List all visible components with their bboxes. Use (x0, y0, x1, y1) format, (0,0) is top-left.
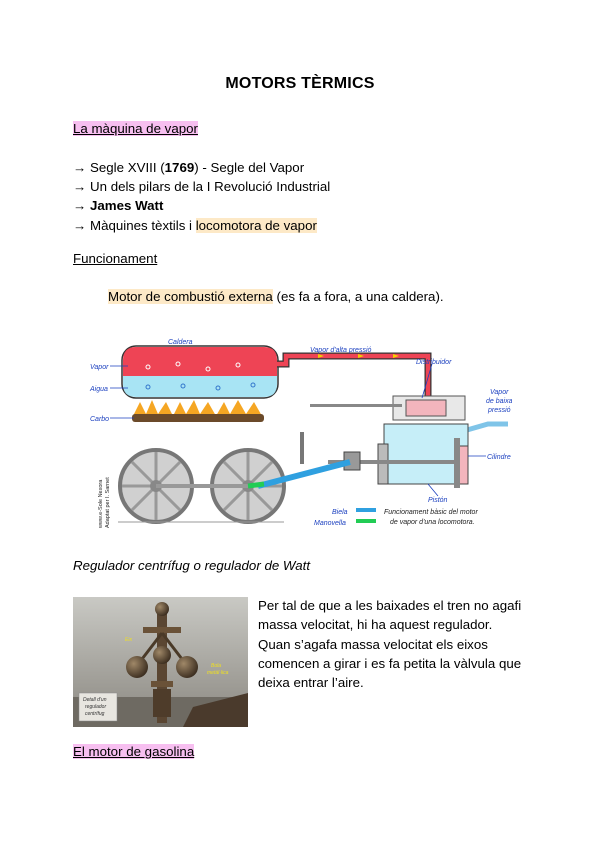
bullet-text: Segle XVIII ( (90, 160, 165, 175)
bullet-list (73, 158, 330, 235)
label-piston: Pistón (428, 497, 448, 504)
arrow-icon: → (73, 160, 87, 175)
label-vapor-baixa-3: pressió (488, 407, 511, 414)
section-heading-steam-machine (73, 121, 198, 136)
label-aigua: Aigua (90, 386, 108, 393)
label-vapor-baixa-1: Vapor (490, 389, 509, 396)
bullet-item (73, 158, 330, 177)
manovella-crank (248, 484, 264, 486)
distributor (310, 396, 465, 420)
diagram-caption-2: de vapor d'una locomotora. (390, 519, 475, 526)
label-vapor-alta: Vapor d'alta pressió (310, 347, 372, 354)
arrow-icon: → (73, 198, 87, 214)
section-heading-gasoline (73, 744, 194, 759)
regulator-paragraph: Per tal de que a les baixades el tren no agafi massa velocitat, hi ha aquest regulador. Quan s’agafa massa velocitat els eixos comencen a girar i es fa petita la vàlvula que deixa entrar l’aire. (258, 598, 522, 691)
funcionament-heading: Funcionament (73, 251, 158, 266)
biela-legend-swatch (356, 508, 376, 512)
steam-engine-diagram (88, 336, 512, 532)
bullet-highlight: locomotora de vapor (195, 217, 317, 233)
motor-description (108, 289, 444, 304)
steam-pipe (277, 354, 428, 398)
bullet-item (73, 196, 330, 215)
steam-machine-heading: La màquina de vapor (73, 121, 198, 136)
diagram-credit-2: Adaptat per I. Sarnet (105, 477, 111, 528)
label-biela: Biela (332, 509, 348, 516)
boiler (122, 346, 278, 398)
cylinder (378, 424, 468, 488)
bullet-item (73, 216, 330, 235)
label-manovella: Manovella (314, 520, 346, 527)
manovella-legend-swatch (356, 519, 376, 523)
motor-text: (es fa a fora, a una caldera). (272, 289, 444, 304)
diagram-caption-1: Funcionament bàsic del motor (384, 509, 478, 516)
gasoline-heading: El motor de gasolina (73, 744, 195, 759)
label-carbo: Carbo (90, 416, 110, 423)
label-cilindre: Cilindre (487, 454, 511, 461)
governor-photo (73, 597, 248, 727)
valve-linkage (300, 432, 304, 464)
fire-icon (132, 400, 264, 422)
page-title: MOTORS TÈRMICS (225, 75, 375, 92)
label-vapor: Vapor (90, 364, 109, 371)
bullet-bold-year: 1769 (164, 160, 195, 175)
photo-label-bola: Bola (211, 663, 222, 669)
bullet-bold-name: James Watt (90, 198, 164, 214)
coupling-rod (156, 484, 248, 488)
bullet-text: ) - Segle del Vapor (194, 160, 305, 175)
arrow-icon: → (73, 217, 87, 233)
label-vapor-baixa-2: de baixa (486, 398, 512, 405)
arrow-icon: → (73, 179, 87, 195)
bullet-text: Màquines tèxtils i (90, 217, 196, 233)
motor-highlight: Motor de combustió externa (108, 289, 273, 304)
label-caldera: Caldera (168, 339, 193, 346)
regulator-heading: Regulador centrífug o regulador de Watt (73, 558, 311, 573)
photo-caption-3: centrífug (85, 711, 105, 717)
photo-caption-1: Detall d'un (83, 697, 107, 703)
photo-label-eix: Eix (125, 637, 132, 643)
label-distribuidor: Distribuidor (416, 359, 452, 366)
photo-caption-2: regulador (85, 704, 107, 710)
diagram-credit-1: www.e-Sole Nexora (98, 479, 104, 528)
section-heading-funcionament (73, 251, 157, 266)
photo-label-bola-2: metàl·lica (207, 670, 229, 676)
bullet-text: Un dels pilars de la I Revolució Industrial (90, 179, 331, 195)
bullet-item (73, 177, 330, 196)
